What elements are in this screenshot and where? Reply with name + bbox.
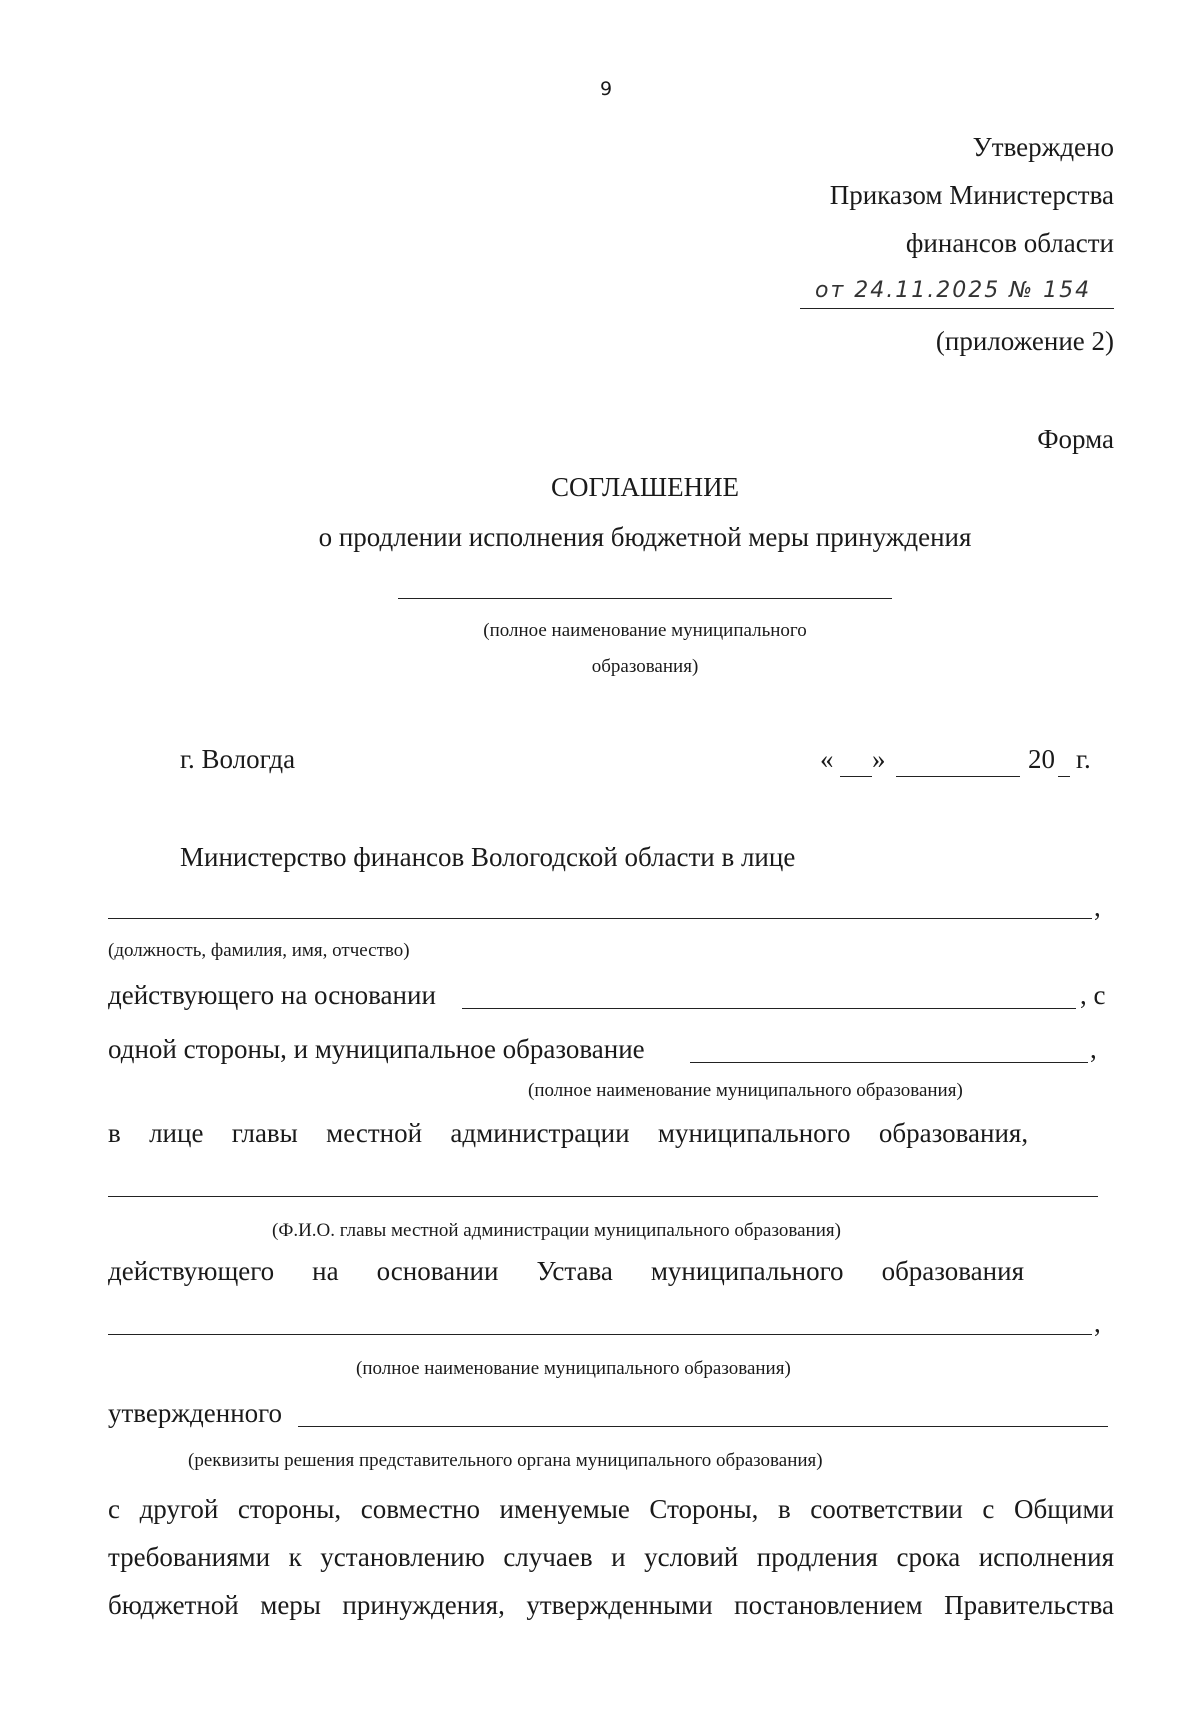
document-subtitle: о продлении исполнения бюджетной меры принуждения	[318, 522, 972, 552]
one-side-label: одной стороны, и муниципальное образование	[108, 1034, 645, 1064]
word: образования,	[878, 1118, 1029, 1148]
caption-requisites: (реквизиты решения представительного органа муниципального образования)	[188, 1450, 823, 1471]
approval-line-ministry: финансов области	[905, 228, 1114, 258]
date-month-blank	[896, 776, 1020, 777]
caption-full-name-2: (полное наименование муниципального образования)	[356, 1358, 791, 1379]
approval-line-approved: Утверждено	[972, 132, 1114, 162]
charter-municipality-field	[108, 1334, 1092, 1335]
caption-full-name: (полное наименование муниципального образования)	[528, 1080, 963, 1101]
word: главы	[231, 1118, 298, 1148]
word: образования	[881, 1256, 1024, 1286]
word: Устава	[536, 1256, 613, 1286]
caption-head-fio: (Ф.И.О. главы местной администрации муниципального образования)	[272, 1220, 841, 1241]
head-of-admin-line	[108, 1118, 1028, 1149]
word: в	[108, 1118, 121, 1148]
word: муниципального	[657, 1118, 851, 1148]
word: на	[312, 1256, 339, 1286]
word: администрации	[450, 1118, 630, 1148]
word: лице	[149, 1118, 204, 1148]
city: г. Вологда	[180, 744, 296, 774]
date-left-quote: «	[820, 744, 834, 774]
municipality-caption-line2: образования)	[591, 656, 699, 677]
comma: ,	[1094, 892, 1101, 922]
date-right-quote: »	[872, 744, 886, 774]
acting-charter-line	[108, 1256, 1024, 1287]
caption-position: (должность, фамилия, имя, отчество)	[108, 940, 410, 961]
comma: ,	[1094, 1308, 1101, 1338]
approval-date-underline	[800, 308, 1114, 309]
position-name-field	[108, 918, 1092, 919]
approved-label: утвержденного	[108, 1398, 283, 1428]
page-number: 9	[600, 78, 613, 100]
paragraph-line-2: требованиями к установлению случаев и условий продления срока исполнения	[108, 1542, 1114, 1572]
form-label: Форма	[1037, 424, 1114, 454]
municipality-name-field	[398, 598, 892, 599]
comma: ,	[1090, 1034, 1097, 1064]
date-year-blank	[1058, 776, 1070, 777]
municipality-caption-line1: (полное наименование муниципального	[483, 620, 807, 641]
requisites-field	[298, 1426, 1108, 1427]
document-title: СОГЛАШЕНИЕ	[550, 472, 740, 502]
word: основании	[376, 1256, 499, 1286]
head-fio-field	[108, 1196, 1098, 1197]
word: действующего	[108, 1256, 275, 1286]
comma-s: , с	[1080, 980, 1106, 1010]
municipality-field	[690, 1062, 1088, 1063]
date-day-blank	[840, 776, 872, 777]
paragraph-line-3: бюджетной меры принуждения, утвержденными постановлением Правительства	[108, 1590, 1114, 1620]
word: местной	[326, 1118, 423, 1148]
date-suffix: г.	[1076, 744, 1091, 774]
acting-basis-label: действующего на основании	[108, 980, 436, 1010]
basis-field	[462, 1008, 1076, 1009]
ministry-line: Министерство финансов Вологодской области в лице	[180, 842, 796, 872]
approval-line-appendix: (приложение 2)	[935, 326, 1114, 356]
approval-line-order: Приказом Министерства	[829, 180, 1114, 210]
date-year: 20	[1028, 744, 1055, 774]
paragraph-line-1: с другой стороны, совместно именуемые Стороны, в соответствии с Общими	[108, 1494, 1114, 1524]
handwritten-date-number: от 24.11.2025 № 154	[815, 278, 1092, 303]
word: муниципального	[650, 1256, 844, 1286]
